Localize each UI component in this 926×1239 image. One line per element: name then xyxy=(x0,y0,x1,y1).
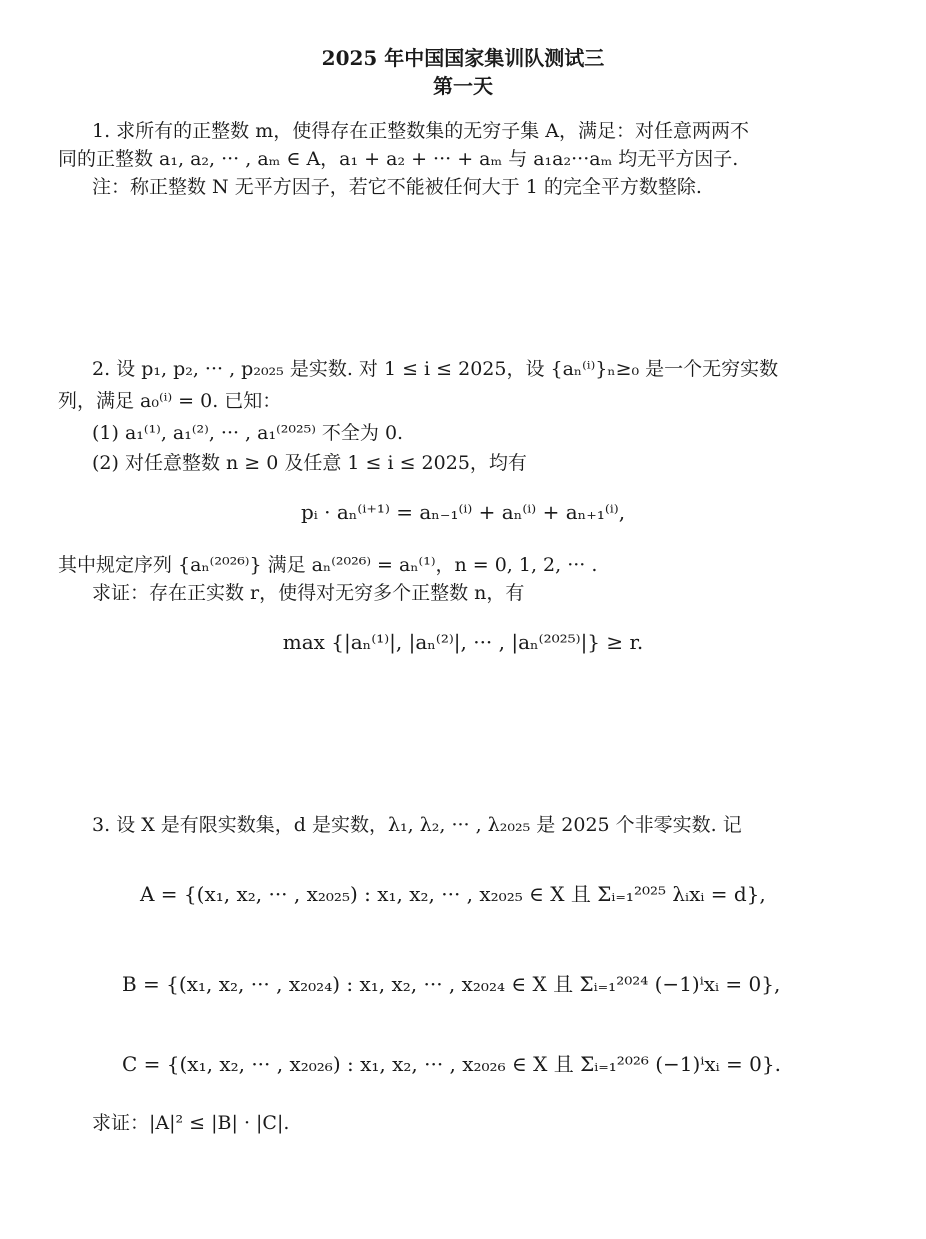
problem-1-note: 注：称正整数 N 无平方因子，若它不能被任何大于 1 的完全平方数整除. xyxy=(92,176,702,198)
problem-2-condition-2: (2) 对任意整数 n ≥ 0 及任意 1 ≤ i ≤ 2025，均有 xyxy=(92,452,527,474)
problem-1-line-2: 同的正整数 a₁, a₂, ··· , aₘ ∈ A，a₁ + a₂ + ··· + aₘ 与 a₁a₂···aₘ 均无平方因子. xyxy=(58,148,739,170)
problem-3-prove: 求证：|A|² ≤ |B| · |C|. xyxy=(92,1112,290,1134)
page-subtitle: 第一天 xyxy=(433,74,493,98)
problem-2-max-inequality: max {|aₙ⁽¹⁾|, |aₙ⁽²⁾|, ··· , |aₙ⁽²⁰²⁵⁾|} ≥ r. xyxy=(282,630,644,654)
set-C-definition: C = {(x₁, x₂, ··· , x₂₀₂₆) : x₁, x₂, ··· , x₂₀₂₆ ∈ X 且 Σᵢ₌₁²⁰²⁶ (−1)ⁱxᵢ = 0}. xyxy=(122,1052,781,1076)
problem-3-line-1: 3. 设 X 是有限实数集，d 是实数，λ₁, λ₂, ··· , λ₂₀₂₅ 是 2025 个非零实数. 记 xyxy=(92,814,742,836)
problem-2-rule: 其中规定序列 {aₙ⁽²⁰²⁶⁾} 满足 aₙ⁽²⁰²⁶⁾ = aₙ⁽¹⁾，n = 0, 1, 2, ··· . xyxy=(58,554,598,576)
problem-2-line-1: 2. 设 p₁, p₂, ··· , p₂₀₂₅ 是实数. 对 1 ≤ i ≤ 2025，设 {aₙ⁽ⁱ⁾}ₙ≥₀ 是一个无穷实数 xyxy=(92,358,779,380)
page-title: 2025 年中国国家集训队测试三 xyxy=(321,46,605,70)
set-A-definition: A = {(x₁, x₂, ··· , x₂₀₂₅) : x₁, x₂, ··· , x₂₀₂₅ ∈ X 且 Σᵢ₌₁²⁰²⁵ λᵢxᵢ = d}, xyxy=(140,882,766,906)
problem-2-line-2: 列，满足 a₀⁽ⁱ⁾ = 0. 已知： xyxy=(58,390,282,412)
problem-1-line-1: 1. 求所有的正整数 m，使得存在正整数集的无穷子集 A，满足：对任意两两不 xyxy=(92,120,749,142)
set-B-definition: B = {(x₁, x₂, ··· , x₂₀₂₄) : x₁, x₂, ··· , x₂₀₂₄ ∈ X 且 Σᵢ₌₁²⁰²⁴ (−1)ⁱxᵢ = 0}, xyxy=(122,972,781,996)
problem-2-recurrence: pᵢ · aₙ⁽ⁱ⁺¹⁾ = aₙ₋₁⁽ⁱ⁾ + aₙ⁽ⁱ⁾ + aₙ₊₁⁽ⁱ⁾, xyxy=(300,500,626,524)
problem-2-prove: 求证：存在正实数 r，使得对无穷多个正整数 n，有 xyxy=(92,582,525,604)
problem-2-condition-1: (1) a₁⁽¹⁾, a₁⁽²⁾, ··· , a₁⁽²⁰²⁵⁾ 不全为 0. xyxy=(92,422,404,444)
